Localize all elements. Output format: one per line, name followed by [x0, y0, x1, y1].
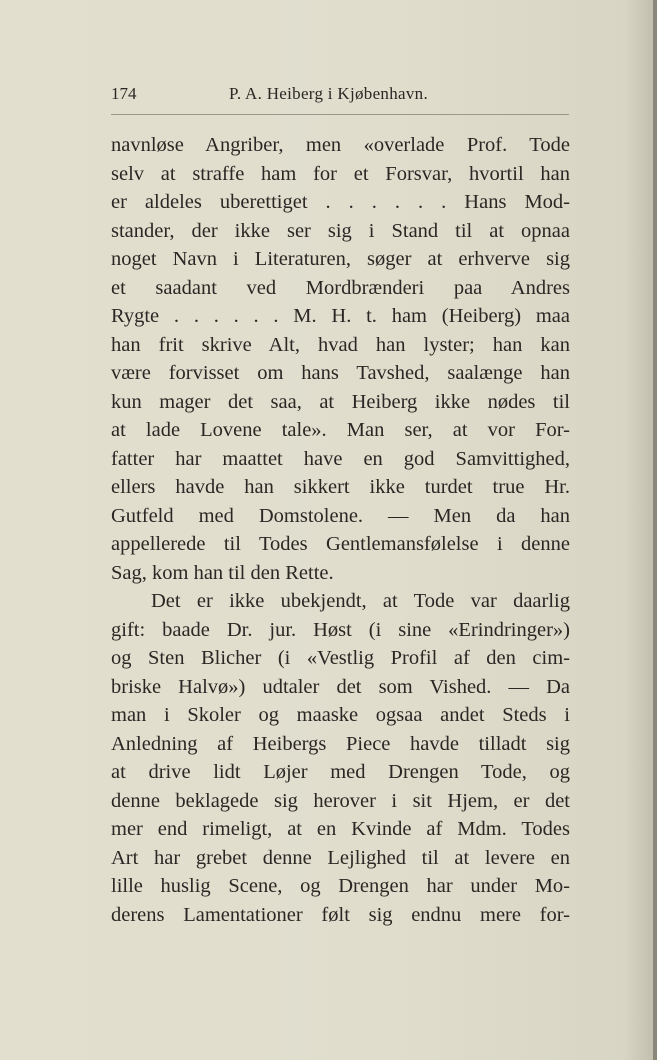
text-line: man i Skoler og maaske ogsaa andet Steds i: [111, 704, 570, 726]
text-line: appellerede til Todes Gentlemansfølelse i denne: [111, 533, 570, 555]
running-title: P. A. Heiberg i Kjøbenhavn.: [229, 84, 429, 103]
text-line: Sag, kom han til den Rette.: [111, 561, 334, 584]
text-line: ellers havde han sikkert ikke turdet true Hr.: [111, 476, 570, 498]
header-rule: [111, 114, 569, 115]
body-text: [111, 131, 570, 929]
page-edge: [653, 0, 657, 1060]
text-line: være forvisset om hans Tavshed, saalænge han: [111, 362, 570, 384]
text-line: fatter har maattet have en god Samvittighed,: [111, 447, 570, 470]
text-line: mer end rimeligt, at en Kvinde af Mdm. Todes: [111, 818, 570, 840]
text-line: han frit skrive Alt, hvad han lyster; han kan: [111, 333, 570, 356]
page-number: 174: [111, 84, 137, 103]
text-line: et saadant ved Mordbrænderi paa Andres: [111, 276, 570, 299]
text-line: at drive lidt Løjer med Drengen Tode, og: [111, 761, 570, 783]
text-line: stander, der ikke ser sig i Stand til at opnaa: [111, 219, 570, 242]
page-header: [111, 80, 571, 110]
text-line: noget Navn i Literaturen, søger at erhverve sig: [111, 248, 570, 270]
text-line: denne beklagede sig herover i sit Hjem, er det: [111, 789, 570, 812]
text-line: selv at straffe ham for et Forsvar, hvortil han: [111, 162, 570, 185]
paragraph-start-line: Det er ikke ubekjendt, at Tode var daarlig: [151, 590, 570, 612]
text-line: og Sten Blicher (i «Vestlig Profil af den cim-: [111, 647, 570, 669]
text-line: Rygte . . . . . . M. H. t. ham (Heiberg) maa: [111, 305, 570, 327]
text-line: kun mager det saa, at Heiberg ikke nødes til: [111, 390, 570, 413]
text-line: er aldeles uberettiget . . . . . . Hans Mod-: [111, 191, 570, 213]
text-line: derens Lamentationer følt sig endnu mere for-: [111, 903, 570, 926]
text-line: Gutfeld med Domstolene. — Men da han: [111, 504, 570, 527]
text-line: Art har grebet denne Lejlighed til at levere en: [111, 846, 570, 869]
text-line: gift: baade Dr. jur. Høst (i sine «Erindringer»): [111, 618, 570, 641]
text-line: briske Halvø») udtaler det som Vished. — Da: [111, 675, 570, 698]
text-line: Anledning af Heibergs Piece havde tilladt sig: [111, 732, 570, 755]
text-line: at lade Lovene tale». Man ser, at vor For-: [111, 419, 570, 441]
text-line: navnløse Angriber, men «overlade Prof. Tode: [111, 134, 570, 156]
text-line: lille huslig Scene, og Drengen har under Mo-: [111, 875, 570, 897]
